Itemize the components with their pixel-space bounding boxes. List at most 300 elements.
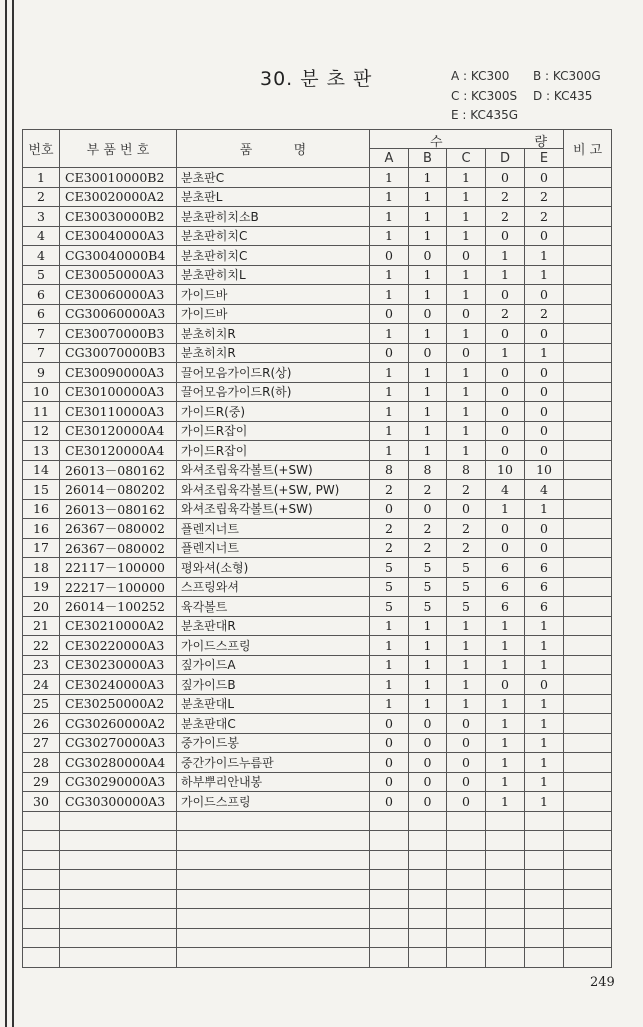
model-label: E : KC435G bbox=[451, 108, 519, 122]
row-number: 26 bbox=[23, 714, 60, 734]
part-name: 분초판히치L bbox=[177, 265, 370, 285]
table-row bbox=[23, 616, 612, 636]
empty-cell bbox=[564, 909, 612, 929]
table-row bbox=[23, 324, 612, 344]
page-title: 30. 분 초 판 bbox=[260, 68, 373, 90]
quantity-cell: 6 bbox=[486, 577, 525, 597]
quantity-cell: 6 bbox=[525, 558, 564, 578]
quantity-cell: 0 bbox=[370, 343, 409, 363]
table-row bbox=[23, 558, 612, 578]
empty-cell bbox=[177, 928, 370, 948]
parts-table bbox=[22, 129, 612, 968]
part-name: 스프링와셔 bbox=[177, 577, 370, 597]
empty-cell bbox=[370, 870, 409, 890]
empty-cell bbox=[60, 889, 177, 909]
empty-cell bbox=[23, 928, 60, 948]
empty-cell bbox=[525, 811, 564, 831]
empty-cell bbox=[564, 928, 612, 948]
row-number: 2 bbox=[23, 187, 60, 207]
quantity-cell: 0 bbox=[525, 538, 564, 558]
quantity-cell: 1 bbox=[370, 324, 409, 344]
table-row bbox=[23, 753, 612, 773]
empty-cell bbox=[370, 850, 409, 870]
empty-cell bbox=[525, 928, 564, 948]
empty-row bbox=[23, 850, 612, 870]
row-number: 16 bbox=[23, 499, 60, 519]
header-col-e: E bbox=[525, 149, 564, 168]
quantity-cell: 1 bbox=[409, 207, 447, 227]
quantity-cell: 0 bbox=[486, 168, 525, 188]
quantity-cell: 0 bbox=[409, 772, 447, 792]
table-row bbox=[23, 714, 612, 734]
part-name: 평와셔(소형) bbox=[177, 558, 370, 578]
row-number: 21 bbox=[23, 616, 60, 636]
part-name: 분초판히치소B bbox=[177, 207, 370, 227]
part-number: 26014－080202 bbox=[60, 480, 177, 500]
part-name: 와셔조립육각볼트(+SW, PW) bbox=[177, 480, 370, 500]
quantity-cell: 1 bbox=[370, 265, 409, 285]
model-label: C : KC300S bbox=[451, 88, 518, 103]
part-number: CG30270000A3 bbox=[60, 733, 177, 753]
part-number: CG30260000A2 bbox=[60, 714, 177, 734]
empty-cell bbox=[486, 889, 525, 909]
row-number: 6 bbox=[23, 285, 60, 305]
row-number: 1 bbox=[23, 168, 60, 188]
empty-row bbox=[23, 811, 612, 831]
quantity-cell: 1 bbox=[525, 265, 564, 285]
quantity-cell: 2 bbox=[370, 519, 409, 539]
empty-cell bbox=[447, 928, 486, 948]
row-number: 30 bbox=[23, 792, 60, 812]
quantity-cell: 0 bbox=[525, 226, 564, 246]
row-number: 9 bbox=[23, 363, 60, 383]
quantity-cell: 0 bbox=[525, 285, 564, 305]
quantity-cell: 0 bbox=[486, 324, 525, 344]
quantity-cell: 1 bbox=[486, 636, 525, 656]
table-row bbox=[23, 597, 612, 617]
remark-cell bbox=[564, 694, 612, 714]
remark-cell bbox=[564, 636, 612, 656]
part-name: 가이드바 bbox=[177, 304, 370, 324]
remark-cell bbox=[564, 343, 612, 363]
table-row bbox=[23, 421, 612, 441]
table-row bbox=[23, 733, 612, 753]
empty-cell bbox=[23, 811, 60, 831]
row-number: 15 bbox=[23, 480, 60, 500]
empty-cell bbox=[525, 948, 564, 968]
remark-cell bbox=[564, 226, 612, 246]
empty-row bbox=[23, 909, 612, 929]
quantity-cell: 6 bbox=[486, 558, 525, 578]
empty-cell bbox=[177, 889, 370, 909]
page-number: 249 bbox=[590, 975, 615, 990]
part-name: 와셔조립육각볼트(+SW) bbox=[177, 460, 370, 480]
part-number: CE30220000A3 bbox=[60, 636, 177, 656]
part-name: 중가이드봉 bbox=[177, 733, 370, 753]
remark-cell bbox=[564, 402, 612, 422]
part-number: CE30100000A3 bbox=[60, 382, 177, 402]
header-col-b: B bbox=[409, 149, 447, 168]
part-name: 끌어모음가이드R(상) bbox=[177, 363, 370, 383]
quantity-cell: 1 bbox=[447, 421, 486, 441]
empty-cell bbox=[23, 870, 60, 890]
table-row bbox=[23, 246, 612, 266]
quantity-cell: 0 bbox=[370, 753, 409, 773]
quantity-cell: 1 bbox=[447, 265, 486, 285]
quantity-cell: 0 bbox=[409, 343, 447, 363]
row-number: 23 bbox=[23, 655, 60, 675]
empty-row bbox=[23, 948, 612, 968]
quantity-cell: 1 bbox=[370, 402, 409, 422]
empty-cell bbox=[447, 870, 486, 890]
quantity-cell: 0 bbox=[486, 519, 525, 539]
empty-cell bbox=[60, 928, 177, 948]
remark-cell bbox=[564, 616, 612, 636]
part-name: 분초판대R bbox=[177, 616, 370, 636]
part-number: CE30030000B2 bbox=[60, 207, 177, 227]
quantity-cell: 1 bbox=[525, 616, 564, 636]
quantity-cell: 1 bbox=[486, 753, 525, 773]
quantity-cell: 1 bbox=[370, 694, 409, 714]
row-number: 7 bbox=[23, 343, 60, 363]
part-name: 분초히치R bbox=[177, 324, 370, 344]
table-row bbox=[23, 168, 612, 188]
quantity-cell: 1 bbox=[525, 772, 564, 792]
quantity-cell: 1 bbox=[486, 792, 525, 812]
quantity-cell: 0 bbox=[525, 519, 564, 539]
quantity-cell: 0 bbox=[370, 304, 409, 324]
quantity-cell: 1 bbox=[409, 285, 447, 305]
quantity-cell: 1 bbox=[370, 616, 409, 636]
quantity-cell: 2 bbox=[486, 187, 525, 207]
part-name: 육각볼트 bbox=[177, 597, 370, 617]
quantity-cell: 0 bbox=[370, 246, 409, 266]
part-number: 26013－080162 bbox=[60, 499, 177, 519]
quantity-cell: 5 bbox=[447, 577, 486, 597]
empty-cell bbox=[447, 948, 486, 968]
quantity-cell: 1 bbox=[370, 421, 409, 441]
empty-cell bbox=[23, 889, 60, 909]
empty-cell bbox=[564, 850, 612, 870]
quantity-cell: 1 bbox=[486, 616, 525, 636]
quantity-cell: 1 bbox=[409, 382, 447, 402]
part-name: 가이드바 bbox=[177, 285, 370, 305]
part-name: 중간가이드누름판 bbox=[177, 753, 370, 773]
table-row bbox=[23, 460, 612, 480]
model-label: D : KC435 bbox=[533, 88, 593, 103]
empty-cell bbox=[177, 831, 370, 851]
remark-cell bbox=[564, 714, 612, 734]
part-number: CE30050000A3 bbox=[60, 265, 177, 285]
quantity-cell: 1 bbox=[409, 675, 447, 695]
remark-cell bbox=[564, 792, 612, 812]
quantity-cell: 5 bbox=[409, 577, 447, 597]
quantity-cell: 1 bbox=[525, 792, 564, 812]
quantity-cell: 1 bbox=[447, 207, 486, 227]
quantity-cell: 2 bbox=[447, 538, 486, 558]
table-row bbox=[23, 285, 612, 305]
quantity-cell: 1 bbox=[447, 168, 486, 188]
model-row bbox=[451, 87, 615, 107]
row-number: 27 bbox=[23, 733, 60, 753]
quantity-cell: 0 bbox=[486, 226, 525, 246]
table-row bbox=[23, 499, 612, 519]
quantity-cell: 5 bbox=[370, 558, 409, 578]
quantity-cell: 6 bbox=[486, 597, 525, 617]
part-number: CE30010000B2 bbox=[60, 168, 177, 188]
empty-cell bbox=[486, 831, 525, 851]
quantity-cell: 1 bbox=[447, 694, 486, 714]
quantity-cell: 0 bbox=[486, 421, 525, 441]
remark-cell bbox=[564, 168, 612, 188]
quantity-cell: 0 bbox=[447, 714, 486, 734]
quantity-cell: 2 bbox=[409, 519, 447, 539]
remark-cell bbox=[564, 460, 612, 480]
remark-cell bbox=[564, 772, 612, 792]
quantity-cell: 2 bbox=[370, 480, 409, 500]
header-remark: 비 고 bbox=[564, 130, 612, 168]
quantity-cell: 1 bbox=[409, 616, 447, 636]
remark-cell bbox=[564, 675, 612, 695]
quantity-cell: 1 bbox=[525, 733, 564, 753]
table-row bbox=[23, 382, 612, 402]
table-row bbox=[23, 207, 612, 227]
quantity-cell: 1 bbox=[525, 714, 564, 734]
quantity-cell: 2 bbox=[525, 207, 564, 227]
table-row bbox=[23, 519, 612, 539]
remark-cell bbox=[564, 304, 612, 324]
empty-cell bbox=[370, 811, 409, 831]
quantity-cell: 0 bbox=[447, 343, 486, 363]
part-number: CG30060000A3 bbox=[60, 304, 177, 324]
empty-cell bbox=[370, 831, 409, 851]
empty-cell bbox=[177, 909, 370, 929]
empty-cell bbox=[60, 850, 177, 870]
quantity-cell: 1 bbox=[370, 675, 409, 695]
quantity-cell: 1 bbox=[370, 187, 409, 207]
row-number: 17 bbox=[23, 538, 60, 558]
quantity-cell: 0 bbox=[409, 304, 447, 324]
row-number: 16 bbox=[23, 519, 60, 539]
remark-cell bbox=[564, 246, 612, 266]
empty-cell bbox=[564, 831, 612, 851]
empty-cell bbox=[447, 850, 486, 870]
quantity-cell: 2 bbox=[409, 538, 447, 558]
quantity-cell: 5 bbox=[370, 597, 409, 617]
empty-row bbox=[23, 889, 612, 909]
row-number: 4 bbox=[23, 226, 60, 246]
empty-cell bbox=[564, 889, 612, 909]
part-name: 가이드R(중) bbox=[177, 402, 370, 422]
quantity-cell: 1 bbox=[370, 655, 409, 675]
quantity-cell: 1 bbox=[486, 714, 525, 734]
empty-cell bbox=[177, 811, 370, 831]
binding-line-outer bbox=[5, 0, 7, 1027]
empty-cell bbox=[447, 909, 486, 929]
remark-cell bbox=[564, 519, 612, 539]
quantity-cell: 2 bbox=[525, 187, 564, 207]
empty-cell bbox=[60, 948, 177, 968]
quantity-cell: 1 bbox=[447, 382, 486, 402]
quantity-cell: 0 bbox=[525, 675, 564, 695]
empty-cell bbox=[370, 909, 409, 929]
quantity-cell: 1 bbox=[370, 382, 409, 402]
remark-cell bbox=[564, 538, 612, 558]
row-number: 4 bbox=[23, 246, 60, 266]
quantity-cell: 1 bbox=[370, 168, 409, 188]
quantity-cell: 0 bbox=[486, 441, 525, 461]
table-row bbox=[23, 187, 612, 207]
part-name: 플렌지너트 bbox=[177, 519, 370, 539]
table-row bbox=[23, 694, 612, 714]
part-number: CG30040000B4 bbox=[60, 246, 177, 266]
quantity-cell: 0 bbox=[486, 285, 525, 305]
row-number: 29 bbox=[23, 772, 60, 792]
model-label: B : KC300G bbox=[533, 69, 601, 83]
part-name: 짚가이드A bbox=[177, 655, 370, 675]
part-name: 플렌지너트 bbox=[177, 538, 370, 558]
empty-cell bbox=[23, 948, 60, 968]
empty-cell bbox=[564, 948, 612, 968]
empty-cell bbox=[486, 948, 525, 968]
quantity-cell: 0 bbox=[447, 499, 486, 519]
quantity-cell: 8 bbox=[447, 460, 486, 480]
part-number: 26014－100252 bbox=[60, 597, 177, 617]
empty-cell bbox=[486, 811, 525, 831]
empty-cell bbox=[60, 909, 177, 929]
empty-cell bbox=[409, 909, 447, 929]
quantity-cell: 1 bbox=[409, 636, 447, 656]
table-row bbox=[23, 226, 612, 246]
model-label: A : KC300 bbox=[451, 69, 510, 83]
quantity-cell: 2 bbox=[486, 304, 525, 324]
empty-cell bbox=[409, 928, 447, 948]
quantity-cell: 1 bbox=[409, 421, 447, 441]
row-number: 24 bbox=[23, 675, 60, 695]
binding-line-inner bbox=[12, 0, 14, 1027]
part-name: 분초판대C bbox=[177, 714, 370, 734]
quantity-cell: 0 bbox=[409, 733, 447, 753]
part-number: 26013－080162 bbox=[60, 460, 177, 480]
table-row bbox=[23, 441, 612, 461]
part-name: 짚가이드B bbox=[177, 675, 370, 695]
quantity-cell: 0 bbox=[409, 753, 447, 773]
header-name: 품 명 bbox=[177, 130, 370, 168]
header-quantity: 수 량 bbox=[370, 130, 564, 149]
remark-cell bbox=[564, 324, 612, 344]
quantity-cell: 1 bbox=[486, 343, 525, 363]
empty-cell bbox=[409, 831, 447, 851]
empty-cell bbox=[486, 909, 525, 929]
quantity-cell: 5 bbox=[370, 577, 409, 597]
quantity-cell: 6 bbox=[525, 597, 564, 617]
quantity-cell: 1 bbox=[409, 187, 447, 207]
row-number: 5 bbox=[23, 265, 60, 285]
quantity-cell: 1 bbox=[447, 675, 486, 695]
empty-cell bbox=[486, 928, 525, 948]
part-number: 26367－080002 bbox=[60, 519, 177, 539]
part-name: 가이드R잡이 bbox=[177, 421, 370, 441]
empty-cell bbox=[486, 850, 525, 870]
remark-cell bbox=[564, 753, 612, 773]
quantity-cell: 0 bbox=[370, 499, 409, 519]
quantity-cell: 4 bbox=[525, 480, 564, 500]
quantity-cell: 2 bbox=[525, 304, 564, 324]
part-number: CE30120000A4 bbox=[60, 421, 177, 441]
quantity-cell: 6 bbox=[525, 577, 564, 597]
quantity-cell: 1 bbox=[525, 753, 564, 773]
empty-cell bbox=[60, 831, 177, 851]
part-number: CE30110000A3 bbox=[60, 402, 177, 422]
quantity-cell: 5 bbox=[447, 558, 486, 578]
quantity-cell: 1 bbox=[486, 246, 525, 266]
row-number: 14 bbox=[23, 460, 60, 480]
part-name: 분초판C bbox=[177, 168, 370, 188]
part-name: 가이드스프링 bbox=[177, 792, 370, 812]
quantity-cell: 1 bbox=[447, 402, 486, 422]
part-name: 가이드스프링 bbox=[177, 636, 370, 656]
row-number: 6 bbox=[23, 304, 60, 324]
empty-cell bbox=[525, 889, 564, 909]
quantity-cell: 1 bbox=[409, 324, 447, 344]
row-number: 12 bbox=[23, 421, 60, 441]
part-number: CE30250000A2 bbox=[60, 694, 177, 714]
header-part-no: 부 품 번 호 bbox=[60, 130, 177, 168]
empty-cell bbox=[23, 831, 60, 851]
model-row bbox=[451, 106, 615, 126]
quantity-cell: 2 bbox=[486, 207, 525, 227]
remark-cell bbox=[564, 733, 612, 753]
empty-cell bbox=[564, 870, 612, 890]
part-number: CE30230000A3 bbox=[60, 655, 177, 675]
part-number: CG30280000A4 bbox=[60, 753, 177, 773]
quantity-cell: 1 bbox=[370, 441, 409, 461]
part-number: CG30070000B3 bbox=[60, 343, 177, 363]
part-name: 가이드R잡이 bbox=[177, 441, 370, 461]
quantity-cell: 0 bbox=[409, 714, 447, 734]
quantity-cell: 1 bbox=[447, 655, 486, 675]
part-number: 26367－080002 bbox=[60, 538, 177, 558]
empty-cell bbox=[177, 850, 370, 870]
part-number: 22117－100000 bbox=[60, 558, 177, 578]
quantity-cell: 1 bbox=[370, 636, 409, 656]
part-number: CE30060000A3 bbox=[60, 285, 177, 305]
quantity-cell: 1 bbox=[409, 226, 447, 246]
quantity-cell: 10 bbox=[486, 460, 525, 480]
remark-cell bbox=[564, 499, 612, 519]
quantity-cell: 1 bbox=[486, 499, 525, 519]
quantity-cell: 1 bbox=[370, 285, 409, 305]
part-number: CE30040000A3 bbox=[60, 226, 177, 246]
quantity-cell: 1 bbox=[447, 285, 486, 305]
remark-cell bbox=[564, 441, 612, 461]
table-row bbox=[23, 480, 612, 500]
quantity-cell: 10 bbox=[525, 460, 564, 480]
quantity-cell: 0 bbox=[486, 538, 525, 558]
quantity-cell: 2 bbox=[409, 480, 447, 500]
table-row bbox=[23, 655, 612, 675]
quantity-cell: 1 bbox=[447, 363, 486, 383]
table-row bbox=[23, 402, 612, 422]
quantity-cell: 0 bbox=[447, 304, 486, 324]
empty-row bbox=[23, 831, 612, 851]
quantity-cell: 0 bbox=[447, 792, 486, 812]
empty-cell bbox=[60, 870, 177, 890]
remark-cell bbox=[564, 265, 612, 285]
part-number: CE30020000A2 bbox=[60, 187, 177, 207]
quantity-cell: 1 bbox=[409, 694, 447, 714]
quantity-cell: 1 bbox=[447, 616, 486, 636]
